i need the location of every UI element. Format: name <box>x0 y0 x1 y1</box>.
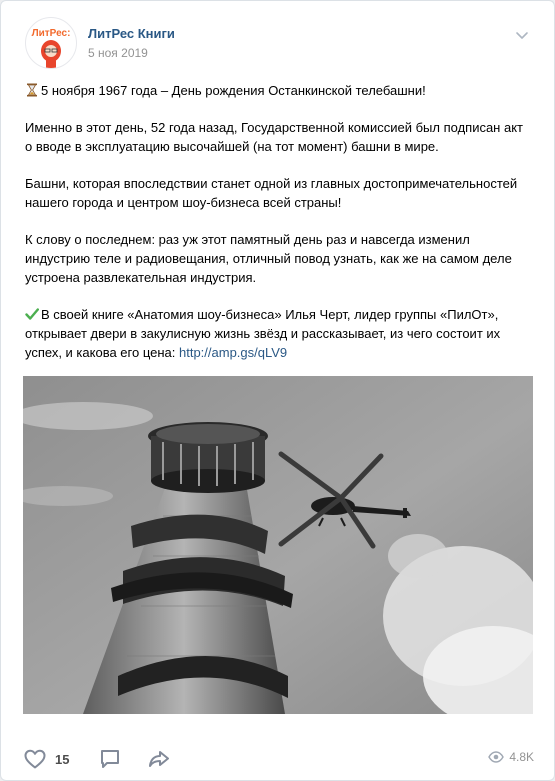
post-link[interactable]: http://amp.gs/qLV9 <box>179 345 288 360</box>
like-button[interactable] <box>23 747 69 771</box>
heart-icon <box>23 747 47 771</box>
avatar-girl-icon <box>26 18 76 68</box>
post-text <box>25 81 535 380</box>
share-button[interactable] <box>147 747 171 771</box>
tower-helicopter-photo <box>23 376 533 714</box>
views-counter <box>488 749 534 765</box>
checkmark-icon <box>25 307 39 321</box>
text-paragraph: В своей книге «Анатомия шоу-бизнеса» Илья Черт, лидер группы «ПилОт», открывает двери в закулисную жизнь звёзд и рассказывает, из чего состоит их успех, и какова его цена: http://amp.gs/qLV9 <box>25 307 501 360</box>
comment-icon <box>98 747 122 771</box>
comment-button[interactable] <box>98 747 122 771</box>
hourglass-icon <box>25 83 39 97</box>
text-paragraph: Именно в этот день, 52 года назад, Государственной комиссией был подписан акт о вводе в эксплуатацию высочайшей (на тот момент) башни в мире. <box>25 120 523 154</box>
text-paragraph: Башни, которая впоследствии станет одной из главных достопримечательностей нашего города и центром шоу-бизнеса всей страны! <box>25 176 518 210</box>
views-count: 4.8K <box>509 750 534 764</box>
chevron-down-icon[interactable] <box>514 27 530 43</box>
share-icon <box>147 747 171 771</box>
post-date[interactable]: 5 ноя 2019 <box>88 46 148 60</box>
post-actions <box>23 737 534 781</box>
eye-icon <box>488 749 504 765</box>
text-paragraph: К слову о последнем: раз уж этот памятный день раз и навсегда изменил индустрию теле и радиовещания, отличный повод узнать, как же на самом деле устроена развлекательная индустрия. <box>25 232 512 285</box>
post-header <box>25 17 534 69</box>
avatar[interactable] <box>25 17 77 69</box>
likes-count: 15 <box>55 751 70 767</box>
text-paragraph: 5 ноября 1967 года – День рождения Останкинской телебашни! <box>25 81 535 100</box>
post-photo[interactable] <box>23 376 533 714</box>
author-name[interactable]: ЛитРес Книги <box>88 26 175 41</box>
avatar-logo-text: ЛитРес: <box>31 28 71 39</box>
